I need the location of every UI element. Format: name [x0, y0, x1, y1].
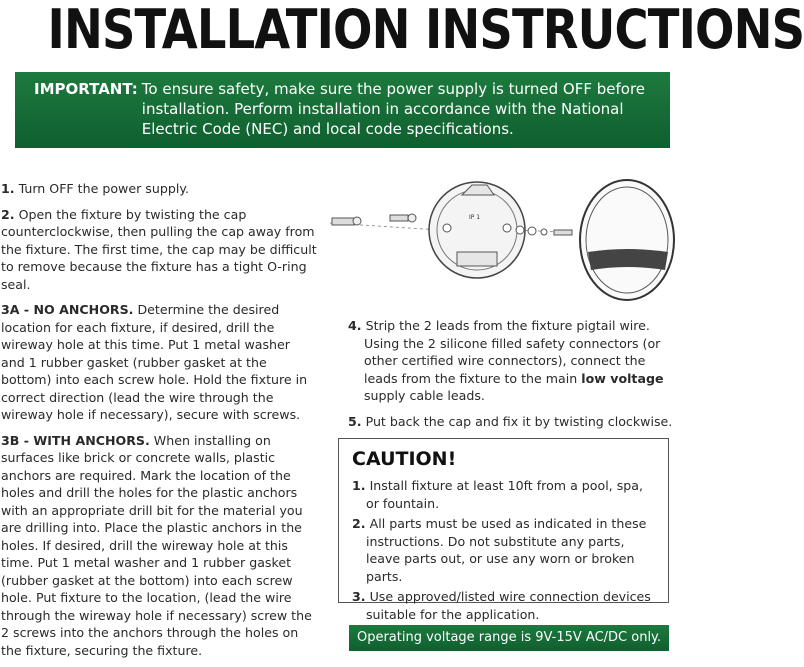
- fixture-base: [429, 182, 525, 278]
- caution-item-3-number: 3.: [352, 589, 366, 604]
- screw-right: [554, 230, 572, 235]
- diagram-label: IP 1: [469, 214, 481, 221]
- step-3a: [1, 301, 317, 424]
- important-label: IMPORTANT:: [34, 80, 138, 98]
- screw-anchor-left: [332, 217, 361, 225]
- washers: [516, 226, 547, 235]
- caution-item-3: [352, 588, 656, 623]
- step-3b-text: When installing on surfaces like brick or concrete walls, plastic anchors are required. Mark the location of the holes and drill the holes for the plastic anchors with an appropriate drill bit for the material you are drilling into. Place the plastic anchors in the holes. If desired, drill the wireway hole at this time. Put 1 metal washer and 1 rubber gasket (rubber gasket at the bottom) into each screw hole. Put fixture to the location, (lead the wire through the wireway hole if necessary) screw the 2 screws into the anchors through the holes on the fixture, securing the fixture.: [1, 432, 312, 658]
- step-2: [1, 206, 317, 294]
- step-5-text: Put back the cap and fix it by twisting clockwise.: [365, 413, 673, 429]
- caution-item-2-text: All parts must be used as indicated in these instructions. Do not substitute any parts, leave parts out, or use any worn or broken parts.: [366, 516, 647, 584]
- screw-anchor-middle: [390, 214, 416, 222]
- page-title: INSTALLATION INSTRUCTIONS: [47, 0, 804, 61]
- step-2-number: 2.: [1, 206, 15, 222]
- step-1-number: 1.: [1, 181, 15, 196]
- caution-heading: CAUTION!: [352, 448, 457, 470]
- step-4: [348, 317, 673, 405]
- fixture-exploded-diagram: [322, 170, 677, 310]
- caution-item-1-number: 1.: [352, 478, 366, 493]
- step-5-number: 5.: [348, 413, 362, 429]
- step-1-text: Turn OFF the power supply.: [18, 181, 189, 196]
- fixture-cap: [580, 180, 674, 300]
- step-4-text-a: Strip the 2 leads from the fixture pigtail wire. Using the 2 silicone filled safety connectors (or other certified wire connectors), connect the leads from the fixture to the main: [364, 318, 661, 386]
- step-3b: [1, 432, 317, 660]
- step-4-number: 4.: [348, 318, 362, 333]
- important-banner: [15, 72, 670, 148]
- step-2-text: Open the fixture by twisting the cap counterclockwise, then pulling the cap away from the fixture. The first time, the cap may be difficult to remove because the fixture has a tight O-ring seal.: [1, 206, 317, 292]
- important-text: To ensure safety, make sure the power supply is turned OFF before installation. Perform installation in accordance with the National Electric Code (NEC) and local code specifications.: [141, 80, 646, 138]
- caution-item-2: [352, 515, 656, 585]
- caution-item-2-number: 2.: [352, 516, 366, 531]
- step-3b-heading: 3B - WITH ANCHORS.: [1, 432, 150, 448]
- voltage-banner: Operating voltage range is 9V-15V AC/DC only.: [349, 625, 669, 651]
- caution-item-1-text: Install fixture at least 10ft from a pool, spa, or fountain.: [366, 478, 643, 511]
- steps-left-column: [1, 180, 317, 667]
- step-4-text-b: supply cable leads.: [364, 388, 485, 403]
- step-4-bold: low voltage: [581, 370, 664, 386]
- step-1: [1, 180, 317, 198]
- step-3a-text: Determine the desired location for each fixture, if desired, drill the wireway hole at this time. Put 1 metal washer and 1 rubber gasket (rubber gasket at the bottom) into each screw hole. Hold the fixture in correct direction (lead the wire through the wireway hole if necessary), secure with screws.: [1, 302, 308, 422]
- step-5: [348, 413, 673, 431]
- steps-right-column: [348, 317, 673, 438]
- caution-item-3-text: Use approved/listed wire connection devices suitable for the application.: [366, 589, 651, 622]
- step-3a-heading: 3A - NO ANCHORS.: [1, 302, 134, 317]
- caution-item-1: [352, 477, 656, 512]
- caution-box: [338, 438, 669, 622]
